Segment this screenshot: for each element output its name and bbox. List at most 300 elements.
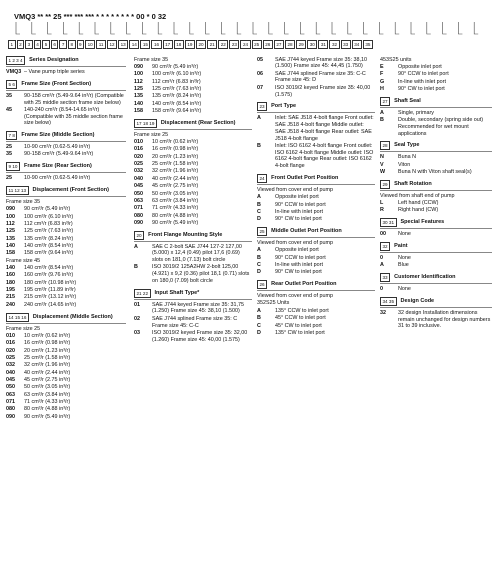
option-code: 020 — [6, 347, 15, 354]
option-row — [380, 86, 492, 93]
option-desc: Inlet: ISO 6162 4-bolt flange Front outlet: ISO 6162 4-bolt flange Middle outlet: ISO 6162 4-bolt flange Rear outlet: ISO 6162 4-bolt flange — [275, 142, 374, 170]
option-code: A — [257, 307, 261, 314]
section-title: Seal Type — [394, 142, 420, 149]
option-row — [134, 71, 252, 78]
spec-section — [134, 119, 252, 227]
code-position-box: 29 — [296, 40, 306, 49]
option-desc: 195 cm³/r (11.89 in³/r) — [24, 287, 76, 294]
option-code: C — [257, 208, 261, 215]
option-code: A — [380, 109, 384, 116]
code-tick — [300, 22, 304, 34]
section-note: 352S25 Units — [257, 300, 290, 307]
option-code: 090 — [134, 219, 143, 226]
code-tick — [48, 22, 52, 34]
option-desc: 10-90 cm³/r (0.62-5.49 in³/r) — [24, 175, 91, 182]
option-code: A — [134, 243, 138, 250]
option-code: 180 — [6, 279, 15, 286]
code-tick — [269, 22, 273, 34]
option-row — [6, 280, 126, 287]
code-tick — [190, 22, 194, 34]
option-code: B — [380, 117, 384, 124]
code-position-box: 3 — [25, 40, 33, 49]
option-desc: 160 cm³/r (9.76 in³/r) — [24, 272, 74, 279]
section-position-tag: 27 — [380, 97, 390, 106]
option-code: 080 — [134, 212, 143, 219]
section-position-tag: 29 — [380, 180, 390, 189]
code-tick — [111, 22, 115, 34]
option-code: 25 — [6, 175, 12, 182]
section-position-tag: 34 35 — [380, 297, 397, 306]
section-header — [380, 97, 492, 108]
section-note: Frame size 45 — [6, 257, 41, 264]
column-1 — [6, 56, 126, 424]
section-note: Frame size 35 — [6, 198, 41, 205]
option-desc: 80 cm³/r (4.88 in³/r) — [24, 406, 71, 413]
option-desc: 180 cm³/r (10.98 in³/r) — [24, 279, 77, 286]
option-desc: 45 cm³/r (2.75 in³/r) — [24, 376, 71, 383]
option-code: 100 — [134, 71, 143, 78]
option-row — [257, 71, 375, 85]
option-desc: 45 cm³/r (2.75 in³/r) — [152, 183, 199, 190]
option-desc: 40 cm³/r (2.44 in³/r) — [24, 369, 71, 376]
code-position-box: 34 — [352, 40, 362, 49]
option-code: C — [257, 322, 261, 329]
option-desc: 90-158 cm³/r (5.49-9.64 in³/r) — [24, 151, 94, 158]
code-position-box: 5 — [42, 40, 50, 49]
section-header — [257, 174, 375, 185]
option-code: 135 — [6, 235, 15, 242]
section-title: Frame Size (Front Section) — [21, 80, 92, 87]
spec-section — [380, 141, 492, 175]
section-position-tag: 28 — [380, 141, 390, 150]
option-row — [134, 86, 252, 93]
section-title: Displacement (Middle Section) — [32, 313, 113, 320]
code-tick — [158, 22, 162, 34]
section-note: Viewed from shaft end of pump — [380, 192, 455, 199]
option-desc: 140 cm³/r (8.54 in³/r) — [152, 100, 202, 107]
option-row — [6, 399, 126, 406]
option-row — [6, 107, 126, 127]
option-row — [134, 176, 252, 183]
spec-section — [257, 227, 375, 276]
option-desc: Right hand (CW) — [398, 207, 439, 214]
code-tick — [458, 22, 462, 34]
option-desc: 32 cm³/r (1.96 in³/r) — [24, 362, 71, 369]
column-4 — [380, 56, 492, 334]
option-code: A — [257, 247, 261, 254]
option-code: 063 — [6, 391, 15, 398]
option-row — [134, 146, 252, 153]
code-tick — [285, 22, 289, 34]
code-position-box: 17 — [163, 40, 173, 49]
option-row — [257, 202, 375, 209]
section-title: Frame Size (Rear Section) — [23, 163, 92, 170]
option-code: 045 — [6, 376, 15, 383]
option-code: W — [380, 169, 386, 175]
option-row — [134, 205, 252, 212]
option-row — [6, 392, 126, 399]
code-position-box: 9 — [77, 40, 85, 49]
option-row — [134, 264, 252, 284]
option-code: B — [257, 201, 261, 208]
option-code: 215 — [6, 294, 15, 301]
option-desc: 90° CCW to inlet port — [275, 254, 326, 261]
option-desc: Buna N with Viton shaft seal(s) — [398, 169, 472, 175]
option-desc: 50 cm³/r (3.05 in³/r) — [24, 384, 71, 391]
option-row — [6, 236, 126, 243]
option-row — [134, 244, 252, 264]
code-tick — [379, 22, 383, 34]
option-code: D — [257, 329, 261, 336]
option-code: 100 — [6, 213, 15, 220]
option-code: 45 — [6, 106, 12, 113]
code-position-box: 12 — [107, 40, 117, 49]
option-row — [257, 323, 375, 330]
option-desc: 45° CCW to inlet port — [275, 315, 326, 322]
code-tick — [174, 22, 178, 34]
option-row — [6, 250, 126, 257]
option-code: 010 — [134, 139, 143, 146]
section-position-tag: 32 — [380, 242, 390, 251]
section-title: Middle Outlet Port Position — [271, 228, 342, 235]
option-code: A — [257, 194, 261, 201]
code-position-boxes — [8, 40, 374, 49]
option-row — [134, 213, 252, 220]
option-desc: SAE J744 keyed Frame size 35: 38,10 (1.500) Frame size 45: 44,45 (1.750) — [275, 56, 367, 70]
section-note: Frame size 25 — [6, 325, 41, 332]
section-title: Rear Outlet Port Position — [271, 281, 337, 288]
option-row — [380, 169, 492, 176]
option-row — [6, 370, 126, 377]
option-desc: 90 cm³/r (5.49 in³/r) — [24, 413, 71, 420]
section-header — [257, 227, 375, 238]
option-code: A — [257, 115, 261, 122]
section-position-tag: 11 12 13 — [6, 186, 29, 195]
option-row — [6, 214, 126, 221]
spec-section — [134, 57, 252, 115]
section-position-tag: 23 — [257, 102, 267, 111]
code-tick — [411, 22, 415, 34]
option-row — [380, 207, 492, 214]
option-code: 35 — [6, 92, 12, 99]
option-desc: 90 cm³/r (5.49 in³/r) — [152, 219, 199, 226]
spec-section — [380, 57, 492, 93]
option-code: 00 — [380, 231, 386, 238]
option-row — [257, 255, 375, 262]
spec-section — [380, 218, 492, 238]
option-row — [6, 384, 126, 391]
option-desc: 32 design Installation dimensions remain unchanged for design numbers 31 to 39 inclusive. — [398, 309, 491, 330]
option-desc: 16 cm³/r (0.98 in³/r) — [24, 340, 71, 347]
option-row — [257, 115, 375, 142]
code-position-box: 22 — [218, 40, 228, 49]
option-desc: 32 cm³/r (1.96 in³/r) — [152, 168, 199, 175]
option-desc: In-line with inlet port — [275, 208, 323, 215]
option-desc: 90° CCW to inlet port — [275, 201, 326, 208]
section-title: Paint — [394, 243, 408, 249]
option-code: N — [380, 154, 384, 161]
section-title: Front Flange Mounting Style — [148, 231, 223, 238]
code-tick — [427, 22, 431, 34]
option-desc: 80 cm³/r (4.88 in³/r) — [152, 212, 199, 219]
code-position-box: 4 — [34, 40, 42, 49]
code-ticks — [6, 22, 492, 40]
option-row — [257, 57, 375, 71]
option-code: 071 — [6, 398, 15, 405]
section-title: Shaft Rotation — [394, 180, 432, 187]
section-title: Displacement (Front Section) — [32, 187, 109, 193]
option-desc: 90 cm³/r (5.49 in³/r) — [24, 206, 71, 213]
code-position-box: 2 — [17, 40, 25, 49]
option-code: 03 — [134, 329, 140, 336]
section-note: Frame size 35 — [134, 56, 169, 63]
option-row — [134, 316, 252, 330]
section-header — [257, 280, 375, 291]
section-header — [6, 80, 126, 91]
option-row — [257, 247, 375, 254]
code-position-box: 14 — [129, 40, 139, 49]
code-position-box: 1 — [8, 40, 16, 49]
section-position-tag: 26 — [257, 280, 267, 289]
spec-section — [6, 186, 126, 309]
option-code: 050 — [6, 384, 15, 391]
option-row — [257, 262, 375, 269]
code-position-box: 24 — [240, 40, 250, 49]
section-title: Input Shaft Type* — [154, 289, 200, 296]
column-2 — [134, 56, 252, 347]
option-row — [134, 302, 252, 316]
option-row — [134, 108, 252, 115]
spec-section — [380, 97, 492, 138]
option-code: G — [380, 78, 385, 85]
code-tick — [32, 22, 36, 34]
option-code: 160 — [6, 272, 15, 279]
section-position-tag: 24 — [257, 174, 267, 183]
option-desc: 90 cm³/r (5.49 in³/r) — [152, 63, 199, 70]
option-code: B — [257, 142, 261, 149]
option-code: 32 — [380, 309, 386, 316]
code-tick — [221, 22, 225, 34]
option-desc: 90° CW to inlet port — [398, 85, 445, 92]
option-desc: 100 cm³/r (6.10 in³/r) — [152, 71, 202, 78]
option-code: 240 — [6, 301, 15, 308]
section-header — [6, 186, 126, 197]
option-code: VMQ3 — [6, 69, 22, 75]
code-position-box: 30 — [307, 40, 317, 49]
code-position-box: 7 — [59, 40, 67, 49]
spec-section — [6, 80, 126, 127]
code-position-box: 20 — [196, 40, 206, 49]
option-code: 080 — [6, 406, 15, 413]
option-row — [6, 355, 126, 362]
option-desc: 140 cm³/r (8.54 in³/r) — [24, 265, 74, 272]
option-code: B — [134, 264, 138, 271]
option-code: L — [380, 200, 384, 207]
option-desc: None — [398, 286, 411, 293]
code-tick — [474, 22, 478, 34]
code-position-box: 10 — [85, 40, 95, 49]
option-desc: 158 cm³/r (9.64 in³/r) — [152, 108, 202, 114]
code-position-box: 16 — [151, 40, 161, 49]
option-code: C — [257, 262, 261, 269]
option-code: 025 — [6, 354, 15, 361]
option-desc: ISO 3019/2 keyed Frame size 35: 32,00 (1.260) Frame size 45: 40,00 (1.575) — [152, 329, 248, 343]
option-desc: 90° CCW to inlet port — [398, 71, 449, 78]
option-desc: 71 cm³/r (4.33 in³/r) — [24, 398, 71, 405]
option-row — [6, 144, 126, 151]
section-position-tag: 20 — [134, 231, 144, 240]
option-desc: 140 cm³/r (8.54 in³/r) — [24, 243, 74, 249]
option-row — [257, 85, 375, 99]
option-code: A — [380, 262, 384, 269]
option-desc: ISO 3019/2 keyed Frame size 35: 40,00 (1.575) — [275, 84, 371, 98]
option-desc: Single, primary — [398, 109, 434, 116]
option-row — [380, 154, 492, 161]
section-header — [134, 289, 252, 300]
spec-section — [134, 289, 252, 344]
section-header — [134, 231, 252, 242]
option-row — [134, 198, 252, 205]
option-desc: 125 cm³/r (7.63 in³/r) — [24, 228, 74, 235]
spec-section — [380, 273, 492, 293]
code-tick — [395, 22, 399, 34]
section-header — [6, 131, 126, 142]
option-desc: Buna N — [398, 154, 416, 161]
option-row — [6, 243, 126, 250]
section-header — [380, 273, 492, 284]
spec-section — [257, 280, 375, 336]
option-row — [380, 255, 492, 262]
option-desc: 10 cm³/r (0.62 in³/r) — [24, 332, 71, 339]
option-desc: 135° CW to inlet port — [275, 329, 325, 336]
option-row — [6, 348, 126, 355]
option-code: 05 — [257, 56, 263, 63]
section-position-tag: 30 31 — [380, 218, 397, 227]
code-tick — [237, 22, 241, 34]
option-desc: 71 cm³/r (4.33 in³/r) — [152, 205, 199, 212]
option-row — [380, 110, 492, 117]
option-row — [380, 71, 492, 78]
option-desc: SAE C 2-bolt SAE J744 127-2 127,00 (5.000) x 12,4 (0.49) pilot 17,6 (0.69) slots on 181,0 (7.13) bolt circle — [152, 243, 242, 264]
option-desc: 20 cm³/r (1.23 in³/r) — [24, 347, 71, 354]
option-row — [380, 117, 492, 137]
option-code: 158 — [134, 108, 143, 114]
option-code: 125 — [6, 228, 15, 235]
option-desc: 215 cm³/r (13.12 in³/r) — [24, 294, 77, 301]
option-code: V — [380, 161, 384, 168]
option-row — [257, 143, 375, 170]
option-code: 140 — [134, 100, 143, 107]
code-position-box: 18 — [174, 40, 184, 49]
option-code: 016 — [134, 146, 143, 153]
section-position-tag: 17 18 19 — [134, 119, 157, 128]
option-row — [257, 315, 375, 322]
option-row — [134, 154, 252, 161]
option-code: 112 — [6, 220, 15, 227]
option-desc: Viton — [398, 161, 411, 168]
section-header — [257, 102, 375, 113]
option-row — [6, 175, 126, 182]
option-code: E — [380, 63, 384, 70]
option-row — [6, 206, 126, 213]
option-row — [6, 377, 126, 384]
option-code: 090 — [134, 63, 143, 70]
option-code: 010 — [6, 332, 15, 339]
option-desc: SAE J744 splined Frame size 35: C Frame size 45: C-C — [152, 315, 238, 329]
section-header — [380, 297, 492, 308]
section-title: Special Features — [400, 219, 445, 226]
option-code: 090 — [6, 413, 15, 420]
option-code: 07 — [257, 84, 263, 91]
option-code: 025 — [134, 161, 143, 168]
option-code: 040 — [134, 175, 143, 182]
option-desc: – Vane pump triple series — [24, 69, 85, 75]
option-row — [6, 294, 126, 301]
option-desc: 63 cm³/r (3.84 in³/r) — [24, 391, 71, 398]
option-desc: None — [398, 231, 411, 238]
option-row — [134, 330, 252, 344]
section-position-tag: 9 10 — [6, 162, 20, 171]
code-tick — [206, 22, 210, 34]
option-row — [380, 200, 492, 207]
section-header — [6, 56, 126, 67]
option-code: 050 — [134, 190, 143, 197]
option-row — [6, 340, 126, 347]
option-desc: 100 cm³/r (6.10 in³/r) — [24, 213, 74, 220]
option-row — [134, 101, 252, 108]
code-position-box: 26 — [263, 40, 273, 49]
section-title: Front Outlet Port Position — [271, 174, 339, 181]
option-code: 0 — [380, 254, 383, 261]
section-title: Customer Identification — [394, 274, 456, 281]
option-row — [6, 362, 126, 369]
option-row — [257, 216, 375, 223]
spec-section — [6, 131, 126, 158]
option-row — [6, 221, 126, 228]
option-row — [380, 310, 492, 330]
section-position-tag: 25 — [257, 227, 267, 236]
option-code: H — [380, 85, 384, 92]
option-row — [134, 220, 252, 227]
option-desc: 135 cm³/r (8.24 in³/r) — [152, 93, 202, 100]
option-desc: 135° CCW to inlet port — [275, 307, 329, 314]
option-code: F — [380, 71, 384, 78]
code-position-box: 28 — [285, 40, 295, 49]
option-desc: 240 cm³/r (14.65 in³/r) — [24, 301, 77, 308]
option-desc: 45° CW to inlet port — [275, 322, 322, 329]
code-position-box: 21 — [207, 40, 217, 49]
code-position-box: 32 — [329, 40, 339, 49]
option-code: 135 — [134, 93, 143, 100]
section-title: Port Type — [271, 103, 297, 110]
code-tick — [16, 22, 20, 34]
option-code: D — [257, 269, 261, 276]
spec-section — [6, 313, 126, 421]
option-code: 125 — [134, 85, 143, 92]
code-position-box: 23 — [229, 40, 239, 49]
option-desc: 16 cm³/r (0.98 in³/r) — [152, 146, 199, 153]
column-3 — [257, 56, 375, 341]
option-desc: Opposite inlet port — [398, 63, 442, 70]
code-position-box: 35 — [363, 40, 373, 49]
option-row — [380, 79, 492, 86]
section-note: Frame size 25 — [134, 131, 169, 138]
option-row — [6, 414, 126, 421]
code-position-box: 33 — [341, 40, 351, 49]
option-row — [257, 269, 375, 276]
option-row — [134, 79, 252, 86]
option-row — [134, 139, 252, 146]
